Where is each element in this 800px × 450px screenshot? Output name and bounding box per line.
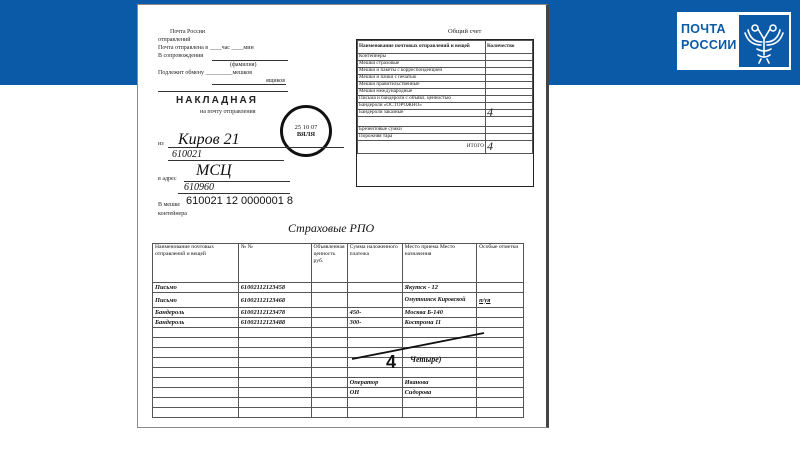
accompany-line: В сопровождении [158, 53, 204, 59]
operator-label: Оператор [347, 378, 402, 388]
rpo-cell [311, 283, 347, 293]
table-row [153, 308, 524, 318]
counts-row-qty [486, 96, 533, 103]
rpo-cell: 450- [347, 308, 402, 318]
rpo-cell: Бандероль [153, 318, 239, 328]
counts-row-name: Контейнеры [358, 54, 486, 61]
rpo-cell [311, 308, 347, 318]
addr-name: МСЦ [196, 162, 232, 179]
table-row [153, 293, 524, 308]
rpo-cell: 300- [347, 318, 402, 328]
rpo-cell: 61002112123488 [238, 318, 311, 328]
rpo-cell: 61002112123478 [238, 308, 311, 318]
counts-header-qty: Количество [486, 41, 533, 54]
counts-row-name: Бандероли заказные [358, 110, 486, 117]
rpo-cell [477, 283, 524, 293]
counts-row-name: Брезентовые сумки [358, 127, 486, 134]
stamp-date: 25 10 07 [294, 124, 318, 131]
waybill-subtitle: на почту отправления [200, 109, 256, 115]
operator-name: Иванова [402, 378, 476, 388]
counts-row-qty [486, 61, 533, 68]
counts-total-qty: 4 [486, 141, 533, 154]
rpo-cell: 61002112123468 [238, 293, 311, 308]
rpo-header: Особые отметки [477, 244, 524, 283]
rpo-header: Объявленная ценность руб. [311, 244, 347, 283]
table-row [153, 408, 524, 418]
pochta-rossii-logo[interactable] [677, 12, 791, 70]
counts-row-qty [486, 54, 533, 61]
counts-row-qty: 4 [486, 110, 533, 117]
brand-line-2: РОССИИ [681, 38, 737, 52]
on-name: Сидорова [402, 388, 476, 398]
surname-hint: (фамилия) [230, 62, 257, 68]
rpo-cell: Омутнинск Кировской [402, 293, 476, 308]
rpo-header: № № [238, 244, 311, 283]
bag-number: 610021 12 0000001 8 [186, 195, 294, 207]
boxes-line: ящиков [266, 78, 286, 84]
exchange-line: Подлежит обмену _________мешков [158, 70, 253, 76]
table-row [153, 368, 524, 378]
counts-row-name: Мешки и пачки с печатью [358, 75, 486, 82]
rpo-cell [311, 293, 347, 308]
counts-row-qty [486, 75, 533, 82]
total-words: Четыре) [410, 355, 442, 364]
table-row [153, 388, 524, 398]
counts-total-label: ИТОГО [358, 141, 486, 154]
general-account: Общий счет [448, 28, 482, 35]
insured-title: Страховые РПО [288, 221, 375, 235]
from-city: Киров 21 [178, 131, 240, 148]
brand-line-1: ПОЧТА [681, 22, 726, 36]
table-row [153, 378, 524, 388]
bag-prefix: В мешке [158, 202, 181, 208]
stamp-place: ВЯЛЯ [296, 131, 316, 138]
rpo-cell: Москва Б-140 [402, 308, 476, 318]
rpo-cell: Бандероль [153, 308, 239, 318]
waybill-document [137, 4, 549, 428]
container-word: контейнера [158, 211, 187, 217]
addr-index: 610960 [184, 182, 214, 193]
counts-row-name: Мешки и пакеты с корреспонденцией [358, 68, 486, 75]
table-row [153, 283, 524, 293]
rpo-cell: Письмо [153, 293, 239, 308]
rpo-cell [477, 308, 524, 318]
counts-row-name: Мешки страховые [358, 61, 486, 68]
rpo-cell: Письмо [153, 283, 239, 293]
rpo-header: Место приема Место назначения [402, 244, 476, 283]
counts-row-name: Порожняя тара [358, 134, 486, 141]
addr-prefix: в адрес [158, 176, 177, 182]
rpo-cell: 61002112123458 [238, 283, 311, 293]
sender-office: Почта России [170, 29, 206, 35]
rpo-cell [347, 293, 402, 308]
total-digit: 4 [386, 352, 397, 372]
waybill-title: НАКЛАДНАЯ [176, 95, 258, 106]
table-row [153, 398, 524, 408]
counts-row-name: Мешки правительственные [358, 82, 486, 89]
counts-row-name: Бандероли «ОСТОРОЖНО» [358, 103, 486, 110]
counts-row-name [358, 117, 486, 127]
counts-row-name: Мешки международные [358, 89, 486, 96]
rpo-cell: п/уя [477, 293, 524, 308]
sent-line: Почта отправлена в ____час ____мин [158, 45, 254, 51]
rpo-header: Сумма наложенного платежа [347, 244, 402, 283]
rpo-cell: Якутск - 12 [402, 283, 476, 293]
from-index: 610021 [172, 149, 202, 160]
counts-row-qty [486, 89, 533, 96]
rpo-header: Наименование почтовых отправлений и вещей [153, 244, 239, 283]
mail-counts-table [356, 39, 534, 187]
counts-row-qty [486, 82, 533, 89]
on-label: ОН [347, 388, 402, 398]
counts-row-qty [486, 127, 533, 134]
counts-header-name: Наименование почтовых отправлений и вещей [358, 41, 486, 54]
brand-wordmark [681, 21, 737, 53]
postmark-stamp [280, 105, 332, 157]
rpo-cell: Кострома 11 [402, 318, 476, 328]
counts-row-qty [486, 68, 533, 75]
dept-line: отправлений [158, 37, 191, 43]
eagle-emblem-icon [739, 15, 789, 67]
counts-row-name: Письма и бандероли с объявл. ценностью [358, 96, 486, 103]
from-prefix: из [158, 141, 164, 147]
rpo-cell [347, 283, 402, 293]
